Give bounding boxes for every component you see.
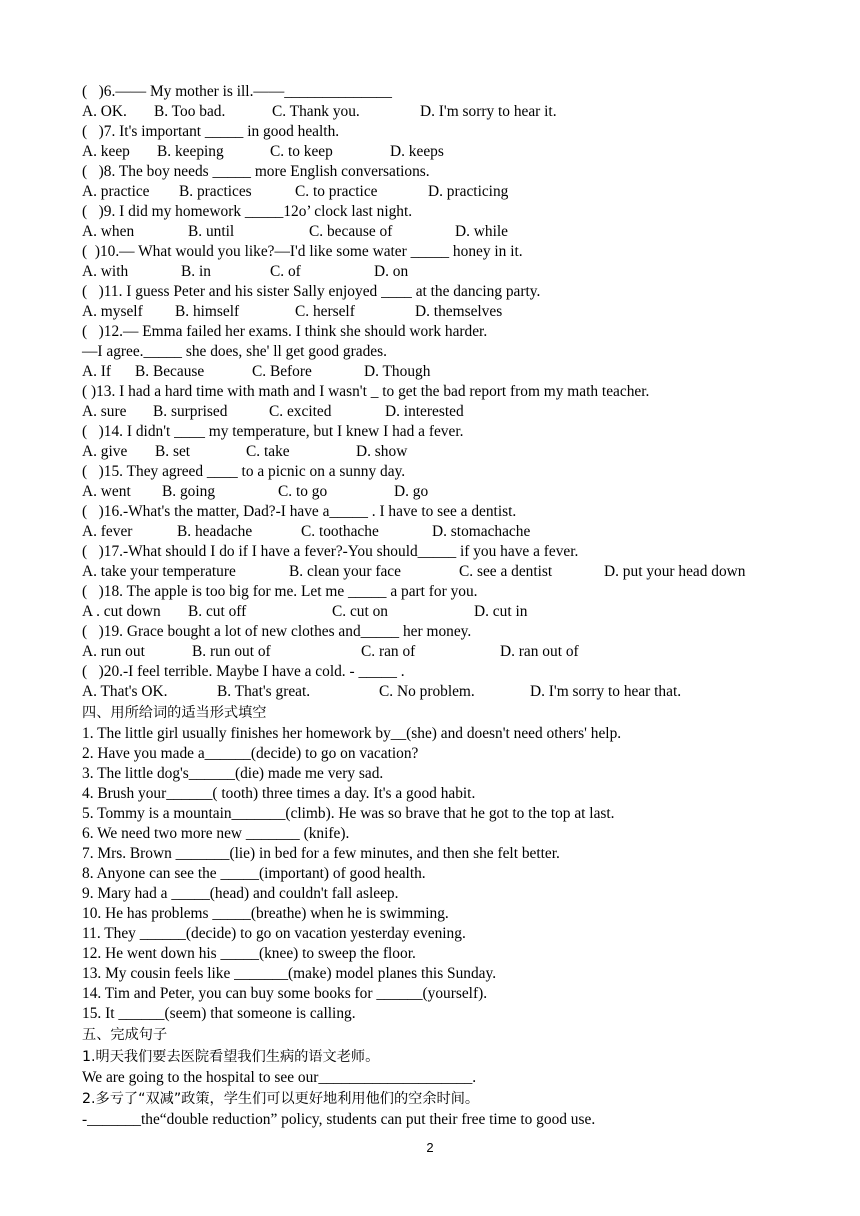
question-text: ( )7. It's important _____ in good health. [82, 123, 340, 140]
answer-option: D. practicing [428, 183, 509, 200]
fill-in-item: 15. It ______(seem) that someone is calling. [82, 1005, 356, 1022]
answer-options [82, 262, 782, 282]
answer-option: A. That's OK. [82, 683, 168, 700]
answer-option: D. I'm sorry to hear that. [530, 683, 682, 700]
answer-option: D. put your head down [604, 563, 746, 580]
answer-option: B. Because [135, 363, 205, 380]
answer-option: B. until [188, 223, 235, 240]
answer-option: D. I'm sorry to hear it. [420, 103, 557, 120]
question-text: ( )8. The boy needs _____ more English conversations. [82, 163, 430, 180]
section-4-title: 四、用所给词的适当形式填空 [82, 705, 267, 721]
fill-in-item: 11. They ______(decide) to go on vacation yesterday evening. [82, 925, 466, 942]
answer-option: C. excited [269, 403, 332, 420]
answer-option: A. If [82, 363, 112, 380]
answer-options [82, 562, 782, 582]
fill-in-item: 1. The little girl usually finishes her homework by__(she) and doesn't need others' help. [82, 725, 622, 742]
answer-option: D. keeps [390, 143, 444, 160]
answer-option: C. to go [278, 483, 328, 500]
question-text: ( )12.— Emma failed her exams. I think she should work harder. [82, 323, 488, 340]
answer-options [82, 362, 782, 382]
answer-option: C. to practice [295, 183, 378, 200]
answer-option: A. with [82, 263, 129, 280]
answer-option: A. give [82, 443, 128, 460]
question-text: ( )9. I did my homework _____12o’ clock last night. [82, 203, 413, 220]
answer-option: B. in [181, 263, 211, 280]
answer-option: C. ran of [361, 643, 416, 660]
answer-option: A. when [82, 223, 135, 240]
answer-option: D. show [356, 443, 408, 460]
answer-option: B. headache [177, 523, 253, 540]
answer-option: B. keeping [157, 143, 224, 160]
answer-option: C. take [246, 443, 290, 460]
answer-option: D. themselves [415, 303, 503, 320]
answer-option: D. stomachache [432, 523, 531, 540]
answer-option: B. surprised [153, 403, 228, 420]
fill-in-item: 13. My cousin feels like _______(make) model planes this Sunday. [82, 965, 497, 982]
fill-in-item: 7. Mrs. Brown _______(lie) in bed for a few minutes, and then she felt better. [82, 845, 560, 862]
fill-in-item: 14. Tim and Peter, you can buy some books for ______(yourself). [82, 985, 488, 1002]
answer-option: C. of [270, 263, 301, 280]
answer-option: B. practices [179, 183, 252, 200]
answer-option: B. set [155, 443, 191, 460]
fill-in-item: 9. Mary had a _____(head) and couldn't fall asleep. [82, 885, 399, 902]
answer-option: B. cut off [188, 603, 247, 620]
answer-option: C. Thank you. [272, 103, 360, 120]
answer-option: C. to keep [270, 143, 333, 160]
s5-question-1-chinese: 1.明天我们要去医院看望我们生病的语文老师。 [82, 1049, 380, 1065]
question-text: ( )13. I had a hard time with math and I wasn't _ to get the bad report from my math teacher. [82, 383, 650, 400]
question-text: ( )20.-I feel terrible. Maybe I have a cold. - _____ . [82, 663, 405, 680]
fill-in-item: 4. Brush your______( tooth) three times a day. It's a good habit. [82, 785, 476, 802]
answer-option: A. run out [82, 643, 145, 660]
answer-options [82, 442, 782, 462]
s5-question-1-english: We are going to the hospital to see our____________________. [82, 1069, 477, 1086]
fill-in-item: 2. Have you made a______(decide) to go on vacation? [82, 745, 419, 762]
question-text: ( )18. The apple is too big for me. Let me _____ a part for you. [82, 583, 478, 600]
fill-in-item: 12. He went down his _____(knee) to sweep the floor. [82, 945, 416, 962]
answer-option: C. herself [295, 303, 355, 320]
fill-in-item: 8. Anyone can see the _____(important) of good health. [82, 865, 426, 882]
question-text: ( )17.-What should I do if I have a fever?-You should_____ if you have a fever. [82, 543, 579, 560]
answer-option: A. fever [82, 523, 133, 540]
answer-option: C. Before [252, 363, 312, 380]
answer-option: D. on [374, 263, 409, 280]
answer-option: B. Too bad. [154, 103, 226, 120]
answer-option: D. while [455, 223, 509, 240]
answer-option: B. run out of [192, 643, 271, 660]
answer-options [82, 182, 782, 202]
answer-option: D. ran out of [500, 643, 579, 660]
question-text: ( )16.-What's the matter, Dad?-I have a_____ . I have to see a dentist. [82, 503, 517, 520]
answer-option: C. cut on [332, 603, 389, 620]
answer-options [82, 142, 782, 162]
answer-option: B. clean your face [289, 563, 401, 580]
answer-option: A. went [82, 483, 131, 500]
answer-option: B. himself [175, 303, 240, 320]
s5-question-2-english: -_______the“double reduction” policy, students can put their free time to good use. [82, 1111, 596, 1128]
answer-options [82, 482, 782, 502]
fill-in-item: 10. He has problems _____(breathe) when he is swimming. [82, 905, 449, 922]
answer-options [82, 102, 782, 122]
fill-in-item: 3. The little dog's______(die) made me very sad. [82, 765, 384, 782]
question-text: —I agree._____ she does, she' ll get good grades. [82, 343, 387, 360]
page-number: 2 [426, 1140, 434, 1155]
answer-option: C. No problem. [379, 683, 475, 700]
answer-option: D. go [394, 483, 429, 500]
answer-option: B. going [162, 483, 216, 500]
question-text: ( )15. They agreed ____ to a picnic on a sunny day. [82, 463, 406, 480]
answer-option: D. interested [385, 403, 464, 420]
answer-option: A. sure [82, 403, 127, 420]
answer-options [82, 642, 782, 662]
answer-option: A. myself [82, 303, 143, 320]
multiple-choice-section [82, 82, 782, 702]
fill-in-section [82, 724, 782, 1024]
answer-options [82, 682, 782, 702]
answer-option: A . cut down [82, 603, 161, 620]
fill-in-item: 6. We need two more new _______ (knife). [82, 825, 350, 842]
answer-option: A. OK. [82, 103, 127, 120]
question-text: ( )6.—— My mother is ill.——______________ [82, 83, 392, 100]
question-text: ( )10.— What would you like?—I'd like some water _____ honey in it. [82, 243, 523, 260]
fill-in-item: 5. Tommy is a mountain_______(climb). He was so brave that he got to the top at last. [82, 805, 615, 822]
answer-option: D. cut in [474, 603, 528, 620]
answer-option: D. Though [364, 363, 431, 380]
answer-options [82, 522, 782, 542]
answer-option: C. because of [309, 223, 393, 240]
question-text: ( )14. I didn't ____ my temperature, but I knew I had a fever. [82, 423, 464, 440]
section-5-title: 五、完成句子 [82, 1027, 168, 1043]
answer-option: A. practice [82, 183, 150, 200]
answer-options [82, 602, 782, 622]
answer-option: A. take your temperature [82, 563, 236, 580]
answer-options [82, 302, 782, 322]
answer-option: C. toothache [301, 523, 379, 540]
answer-option: C. see a dentist [459, 563, 553, 580]
s5-question-2-chinese: 2.多亏了“双减”政策，学生们可以更好地利用他们的空余时间。 [82, 1091, 480, 1107]
answer-options [82, 222, 782, 242]
question-text: ( )19. Grace bought a lot of new clothes and_____ her money. [82, 623, 472, 640]
page-content [82, 82, 782, 1130]
answer-option: A. keep [82, 143, 130, 160]
question-text: ( )11. I guess Peter and his sister Sally enjoyed ____ at the dancing party. [82, 283, 541, 300]
answer-options [82, 402, 782, 422]
answer-option: B. That's great. [217, 683, 311, 700]
